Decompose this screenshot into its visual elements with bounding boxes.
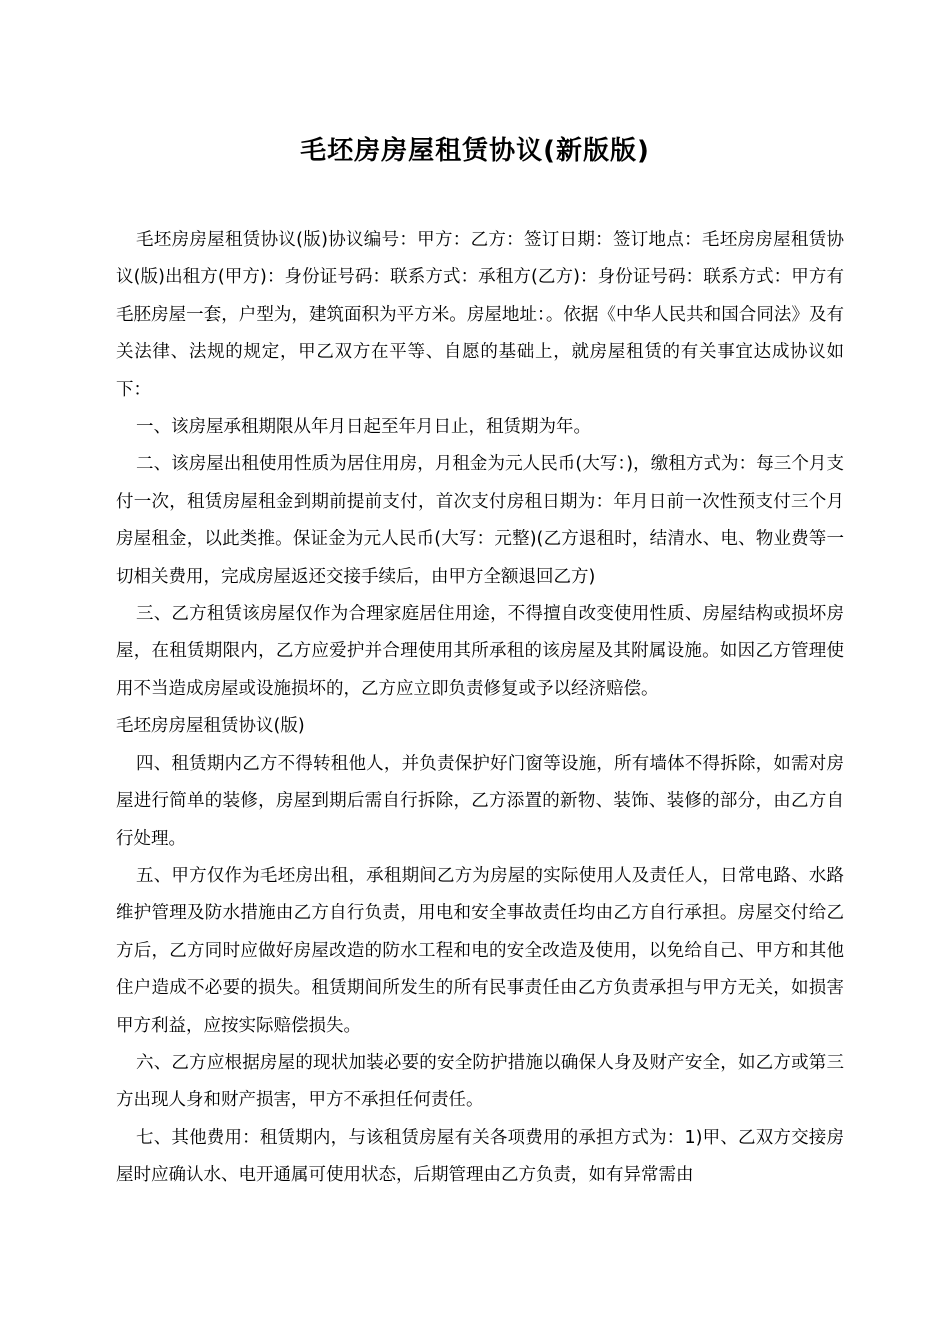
paragraph-clause-6: 六、乙方应根据房屋的现状加装必要的安全防护措施以确保人身及财产安全，如乙方或第三方出现人身和财产损害，甲方不承担任何责任。 <box>116 1052 844 1111</box>
paragraph-clause-1: 一、该房屋承租期限从年月日起至年月日止，租赁期为年。 <box>136 417 591 438</box>
paragraph-clause-2: 二、该房屋出租使用性质为居住用房，月租金为元人民币(大写：)，缴租方式为：每三个月支付一次，租赁房屋租金到期前提前支付，首次支付房租日期为：年月日前一次性预支付三个月房屋租金，以此类推。保证金为元人民币(大写：元整)(乙方退租时，结清水、电、物业费等一切相关费用，完成房屋返还交接手续后，由甲方全额退回乙方) <box>116 454 844 587</box>
paragraph-running-title: 毛坯房房屋租赁协议(版) <box>116 716 305 737</box>
paragraph-preamble: 毛坯房房屋租赁协议(版)协议编号：甲方：乙方：签订日期：签订地点：毛坯房房屋租赁协议(版)出租方(甲方)：身份证号码：联系方式：承租方(乙方)：身份证号码：联系方式：甲方有毛胚房屋一套，户型为，建筑面积为平方米。房屋地址：。依据《中华人民共和国合同法》及有关法律、法规的规定，甲乙双方在平等、自愿的基础上，就房屋租赁的有关事宜达成协议如下： <box>116 230 844 400</box>
document-title: 毛坯房房屋租赁协议(新版版) <box>300 136 650 166</box>
paragraph-clause-3: 三、乙方租赁该房屋仅作为合理家庭居住用途，不得擅自改变使用性质、房屋结构或损坏房屋，在租赁期限内，乙方应爱护并合理使用其所承租的该房屋及其附属设施。如因乙方管理使用不当造成房屋或设施损坏的，乙方应立即负责修复或予以经济赔偿。 <box>116 604 844 699</box>
document-body <box>116 222 844 1195</box>
paragraph-clause-5: 五、甲方仅作为毛坯房出租，承租期间乙方为房屋的实际使用人及责任人，日常电路、水路维护管理及防水措施由乙方自行负责，用电和安全事故责任均由乙方自行承担。房屋交付给乙方后，乙方同时应做好房屋改造的防水工程和电的安全改造及使用，以免给自己、甲方和其他住户造成不必要的损失。租赁期间所发生的所有民事责任由乙方负责承担与甲方无关，如损害甲方利益，应按实际赔偿损失。 <box>116 865 844 1036</box>
paragraph-clause-4: 四、租赁期内乙方不得转租他人，并负责保护好门窗等设施，所有墙体不得拆除，如需对房屋进行简单的装修，房屋到期后需自行拆除，乙方添置的新物、装饰、装修的部分，由乙方自行处理。 <box>116 753 844 849</box>
paragraph-clause-7: 七、其他费用：租赁期内，与该租赁房屋有关各项费用的承担方式为：1)甲、乙双方交接房屋时应确认水、电开通属可使用状态，后期管理由乙方负责，如有异常需由 <box>116 1127 844 1186</box>
